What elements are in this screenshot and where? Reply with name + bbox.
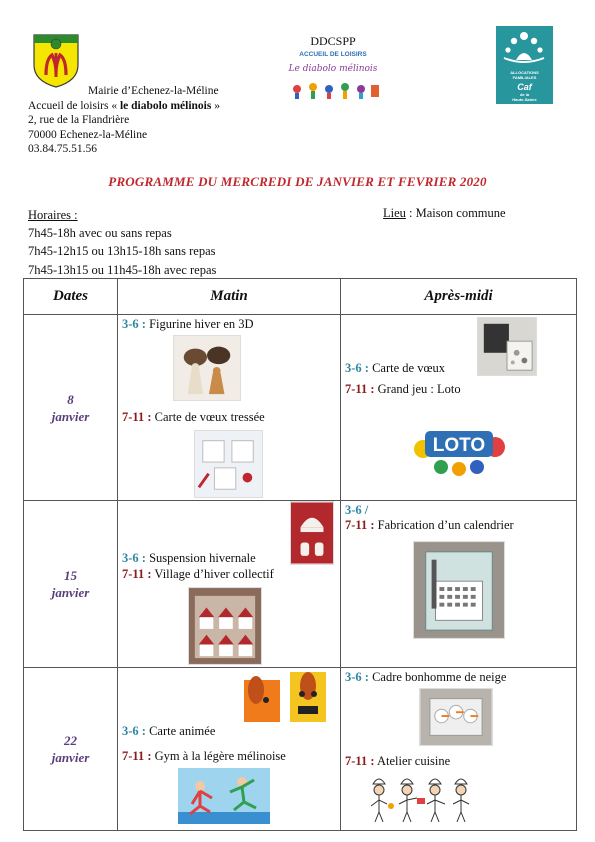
apres-midi-cell xyxy=(341,668,577,831)
age-group: 3-6 : xyxy=(122,724,146,738)
date-day: 15 xyxy=(64,568,77,583)
age-group: 7-11 : xyxy=(122,410,152,424)
ddcspp-logo-name-text: Le diabolo mélinois xyxy=(288,64,378,74)
date-day: 8 xyxy=(67,391,74,407)
caf-logo xyxy=(496,26,553,104)
activity-name: Carte de vœux tressée xyxy=(151,410,265,424)
diabolo-melinois-logo xyxy=(283,49,383,101)
date-cell xyxy=(24,668,118,831)
gym-illustration-image xyxy=(178,768,270,824)
activity-entry xyxy=(345,361,445,376)
activity-name: Figurine hiver en 3D xyxy=(145,317,254,331)
activity-name: Atelier cuisine xyxy=(374,754,451,768)
date-month: janvier xyxy=(51,585,90,600)
activity-entry xyxy=(122,317,254,332)
caf-line4: Haute-Saône xyxy=(512,97,537,102)
winter-hanging-image xyxy=(290,501,334,565)
lieu-block xyxy=(383,206,506,221)
date-cell xyxy=(24,315,118,501)
caf-line2: FAMILIALES xyxy=(512,75,537,80)
matin-cell xyxy=(118,501,341,668)
ddcspp-label: DDCSPP xyxy=(310,34,356,48)
age-group: 7-11 : xyxy=(122,749,152,763)
activity-entry xyxy=(345,518,514,533)
activity-name: Carte animée xyxy=(145,724,216,738)
horaire-line: 7h45-12h15 ou 13h15-18h sans repas xyxy=(28,244,216,259)
caf-text xyxy=(496,70,553,102)
date-month: janvier xyxy=(51,408,90,424)
age-group: 7-11 : xyxy=(345,382,375,396)
activity-entry xyxy=(122,749,286,764)
mairie-address-block xyxy=(28,84,220,157)
animated-card-image xyxy=(242,670,330,724)
horaire-line: 7h45-13h15 ou 11h45-18h avec repas xyxy=(28,262,217,277)
age-group: 3-6 : xyxy=(122,551,146,565)
activity-entry xyxy=(122,724,215,739)
matin-cell xyxy=(118,315,341,501)
age-group: 3-6 : xyxy=(345,670,369,684)
greeting-card-image xyxy=(477,317,537,376)
lieu-value: : Maison commune xyxy=(405,206,506,220)
winter-figurine-image xyxy=(173,335,241,401)
date-day: 22 xyxy=(64,733,77,748)
caf-line1: ALLOCATIONS xyxy=(510,70,539,75)
age-group: 3-6 / xyxy=(345,503,369,517)
city-address: 70000 Echenez-la-Méline xyxy=(28,128,148,141)
accueil-line xyxy=(28,99,220,114)
table-header-row xyxy=(24,279,577,315)
header-apres-midi: Après-midi xyxy=(341,279,577,315)
woven-card-image xyxy=(194,430,263,498)
activity-entry xyxy=(345,754,450,769)
activity-entry xyxy=(345,503,368,518)
activity-name: Fabrication d’un calendrier xyxy=(374,518,514,532)
horaires-label: Horaires : xyxy=(28,208,78,222)
loto-game-image xyxy=(411,415,507,477)
activity-name: Gym à la légère mélinoise xyxy=(151,749,286,763)
snowman-frame-image xyxy=(419,688,493,746)
activity-entry xyxy=(122,410,265,425)
program-table xyxy=(23,278,577,831)
header-matin: Matin xyxy=(118,279,341,315)
table-row xyxy=(24,501,577,668)
matin-cell xyxy=(118,668,341,831)
ddcspp-logo-top-text: ACCUEIL DE LOISIRS xyxy=(299,51,367,58)
table-row xyxy=(24,315,577,501)
activity-entry xyxy=(122,551,256,566)
activity-entry xyxy=(345,382,461,397)
age-group: 7-11 : xyxy=(345,754,375,768)
activity-name: Village d’hiver collectif xyxy=(151,567,274,581)
age-group: 7-11 : xyxy=(122,567,152,581)
mairie-coat-of-arms-logo xyxy=(32,33,80,88)
apres-midi-cell xyxy=(341,315,577,501)
accueil-suffix: » xyxy=(211,99,220,112)
activity-entry xyxy=(345,670,506,685)
caf-line3: de la xyxy=(519,92,530,97)
age-group: 3-6 : xyxy=(345,361,369,375)
lieu-label: Lieu xyxy=(383,206,406,220)
horaires-block xyxy=(28,206,216,279)
phone-number: 03.84.75.51.56 xyxy=(28,143,97,156)
street-address: 2, rue de la Flandrière xyxy=(28,114,130,127)
caf-brand: Caf xyxy=(517,82,532,92)
header-dates: Dates xyxy=(24,279,118,315)
date-month: janvier xyxy=(51,750,90,765)
age-group: 3-6 : xyxy=(122,317,146,331)
horaire-line: 7h45-18h avec ou sans repas xyxy=(28,226,172,241)
activity-entry xyxy=(122,567,274,582)
apres-midi-cell xyxy=(341,501,577,668)
table-row xyxy=(24,668,577,831)
activity-name: Cadre bonhomme de neige xyxy=(368,670,507,684)
age-group: 7-11 : xyxy=(345,518,375,532)
activity-name: Grand jeu : Loto xyxy=(374,382,461,396)
accueil-prefix: Accueil de loisirs « xyxy=(28,99,120,112)
date-cell xyxy=(24,501,118,668)
loto-text: LOTO xyxy=(432,435,486,456)
winter-village-image xyxy=(188,587,262,665)
calendar-craft-image xyxy=(413,541,505,639)
activity-name: Suspension hivernale xyxy=(145,551,256,565)
mairie-name: Mairie d’Echenez-la-Méline xyxy=(88,85,219,97)
cooking-kids-illustration xyxy=(365,772,473,826)
activity-name: Carte de vœux xyxy=(368,361,445,375)
page-title: PROGRAMME DU MERCREDI DE JANVIER ET FEVRIER 2020 xyxy=(108,174,487,189)
caf-family-icon xyxy=(496,26,553,68)
accueil-name: le diabolo mélinois xyxy=(119,99,212,112)
